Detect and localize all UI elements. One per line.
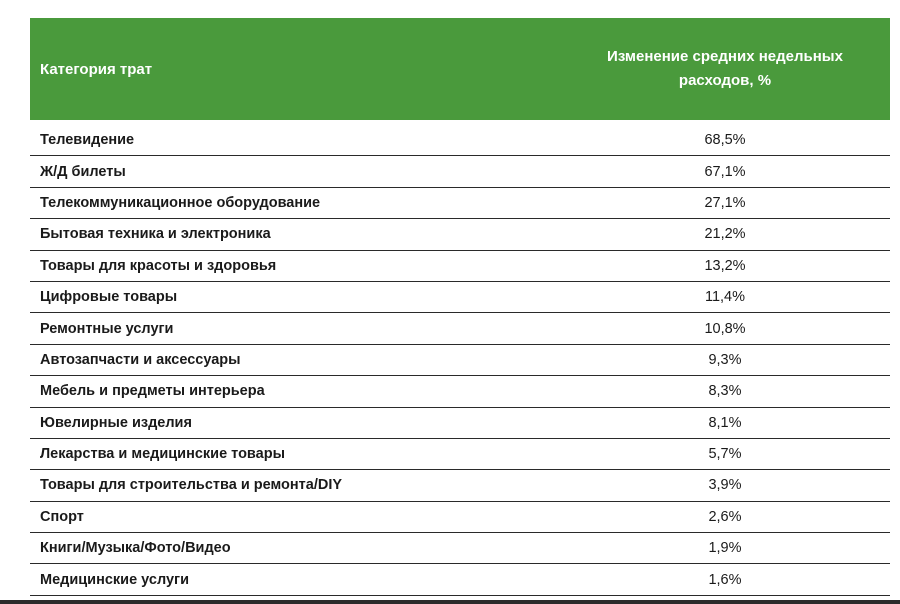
- row-value: 2,6%: [708, 508, 742, 525]
- row-value: 8,1%: [708, 414, 742, 431]
- row-category: Цифровые товары: [40, 289, 178, 306]
- bottom-divider: [0, 600, 900, 604]
- row-value: 67,1%: [704, 163, 746, 180]
- row-category: Товары для красоты и здоровья: [40, 257, 277, 274]
- row-value: 11,4%: [704, 289, 746, 306]
- row-value: 21,2%: [704, 226, 746, 243]
- row-value: 68,5%: [704, 132, 746, 149]
- row-value: 27,1%: [704, 194, 746, 211]
- header-change: [570, 45, 890, 93]
- table-row: [30, 502, 890, 533]
- row-category: Товары для строительства и ремонта/DIY: [40, 477, 343, 494]
- row-category: Ремонтные услуги: [40, 320, 174, 337]
- table-row: [30, 156, 890, 187]
- table-row: [30, 251, 890, 282]
- row-value: 8,3%: [708, 383, 742, 400]
- table-row: [30, 564, 890, 595]
- row-category: Автозапчасти и аксессуары: [40, 351, 241, 368]
- table-row: [30, 345, 890, 376]
- row-category: Мебель и предметы интерьера: [40, 383, 265, 400]
- row-category: Спорт: [40, 508, 84, 525]
- table-row: [30, 125, 890, 156]
- row-category: Лекарства и медицинские товары: [40, 446, 285, 463]
- table-row: [30, 408, 890, 439]
- row-category: Медицинские услуги: [40, 571, 189, 588]
- table-row: [30, 282, 890, 313]
- table-row: [30, 470, 890, 501]
- header-change-line1: Изменение средних недельных: [607, 48, 843, 65]
- row-category: Ж/Д билеты: [40, 163, 126, 180]
- table-header: [30, 18, 890, 120]
- row-value: 9,3%: [708, 351, 742, 368]
- header-category: Категория трат: [40, 60, 153, 78]
- row-value: 5,7%: [708, 446, 742, 463]
- table-row: [30, 313, 890, 344]
- row-value: 10,8%: [704, 320, 746, 337]
- row-category: Телекоммуникационное оборудование: [40, 194, 321, 211]
- table-row: [30, 439, 890, 470]
- table-row: [30, 376, 890, 407]
- row-value: 1,6%: [708, 571, 742, 588]
- row-category: Книги/Музыка/Фото/Видео: [40, 540, 231, 557]
- table-row: [30, 533, 890, 564]
- row-category: Ювелирные изделия: [40, 414, 192, 431]
- table-row: [30, 219, 890, 250]
- row-value: 1,9%: [708, 540, 742, 557]
- table-body: [30, 125, 890, 596]
- row-category: Телевидение: [40, 132, 135, 149]
- table-row: [30, 188, 890, 219]
- spending-table: [30, 18, 890, 596]
- row-category: Бытовая техника и электроника: [40, 226, 271, 243]
- row-value: 3,9%: [708, 477, 742, 494]
- row-value: 13,2%: [704, 257, 746, 274]
- header-change-line2: расходов, %: [678, 72, 772, 89]
